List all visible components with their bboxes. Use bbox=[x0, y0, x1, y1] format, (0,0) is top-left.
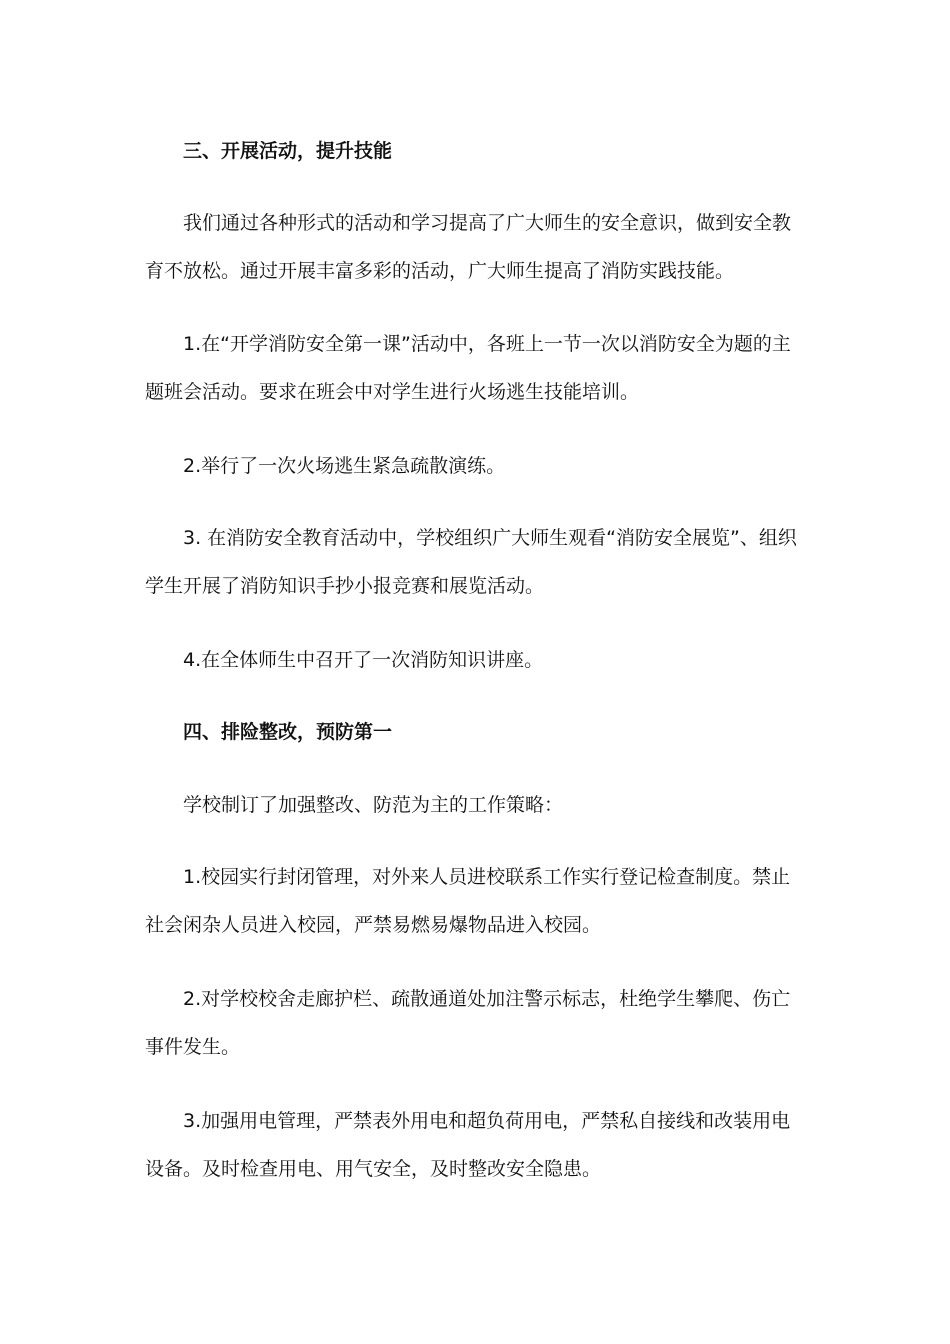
section-4-heading: 四、排险整改，预防第一 bbox=[183, 721, 393, 743]
section-4-item-1: 1.校园实行封闭管理，对外来人员进校联系工作实行登记检查制度。禁止社会闲杂人员进入校园，严禁易燃易爆物品进入校园。 bbox=[145, 866, 791, 936]
section-4-item-2: 2.对学校校舍走廊护栏、疏散通道处加注警示标志，杜绝学生攀爬、伤亡事件发生。 bbox=[145, 988, 791, 1058]
section-3-heading: 三、开展活动，提升技能 bbox=[183, 140, 393, 162]
section-4-paragraph-intro: 学校制订了加强整改、防范为主的工作策略： bbox=[183, 794, 564, 816]
section-3-item-1: 1.在“开学消防安全第一课”活动中，各班上一节一次以消防安全为题的主题班会活动。要求在班会中对学生进行火场逃生技能培训。 bbox=[145, 333, 791, 403]
section-3-item-4: 4.在全体师生中召开了一次消防知识讲座。 bbox=[183, 649, 544, 671]
section-3-item-3: 3. 在消防安全教育活动中，学校组织广大师生观看“消防安全展览”、组织学生开展了消防知识手抄小报竞赛和展览活动。 bbox=[145, 527, 797, 597]
section-3-paragraph-intro: 我们通过各种形式的活动和学习提高了广大师生的安全意识，做到安全教育不放松。通过开展丰富多彩的活动，广大师生提高了消防实践技能。 bbox=[145, 212, 792, 282]
section-4-item-3: 3.加强用电管理，严禁表外用电和超负荷用电，严禁私自接线和改装用电设备。及时检查用电、用气安全，及时整改安全隐患。 bbox=[145, 1110, 791, 1180]
section-3-item-2: 2.举行了一次火场逃生紧急疏散演练。 bbox=[183, 455, 506, 477]
